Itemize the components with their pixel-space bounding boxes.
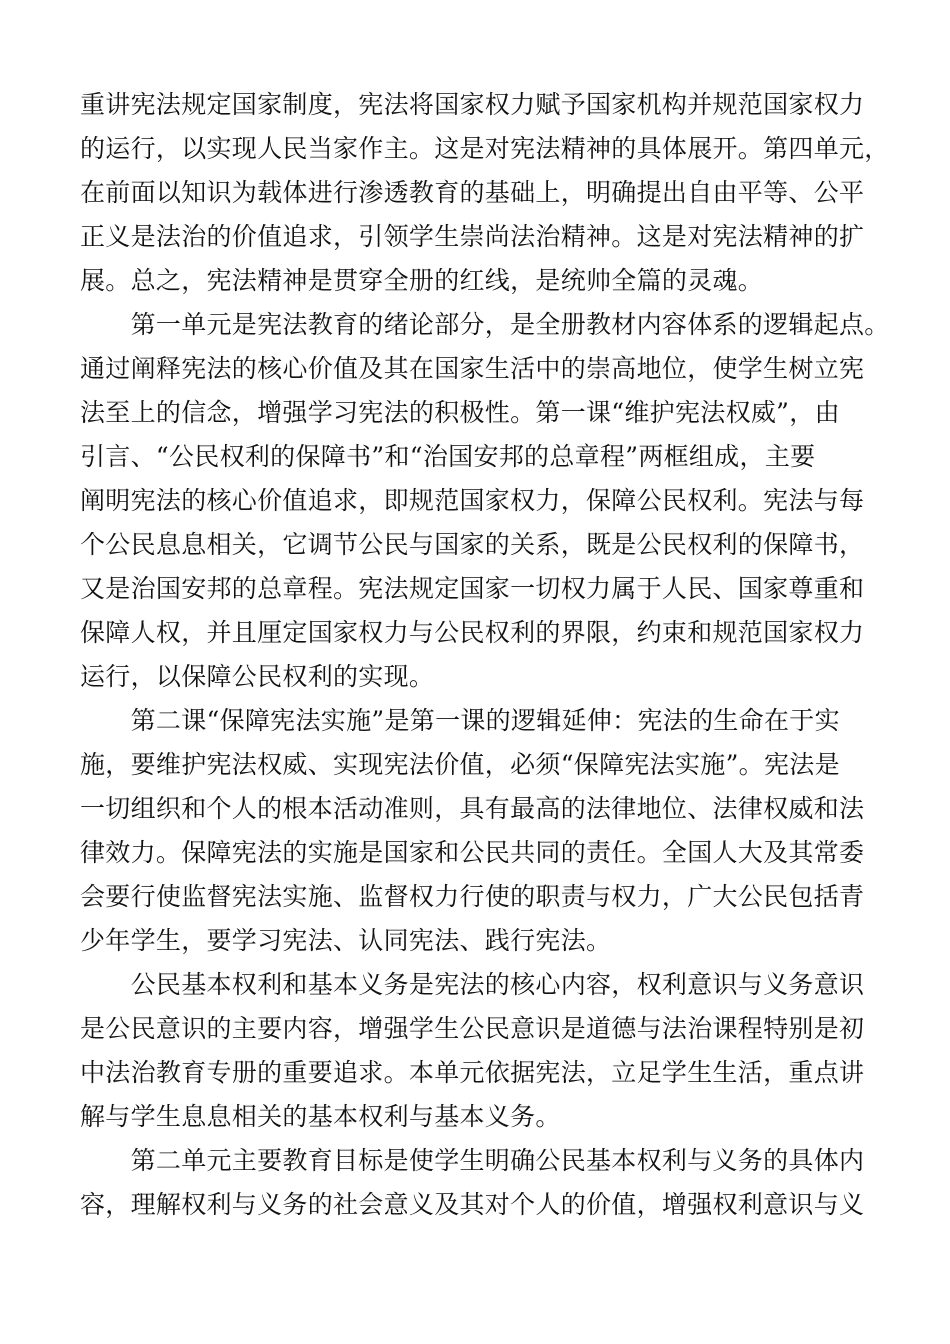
text-line: 法至上的信念，增强学习宪法的积极性。第一课“维护宪法权威”，由 <box>80 398 840 427</box>
text-line: 少年学生，要学习宪法、认同宪法、践行宪法。 <box>80 926 612 955</box>
text-line: 律效力。保障宪法的实施是国家和公民共同的责任。全国人大及其常委 <box>80 838 865 867</box>
text-line: 第二课“保障宪法实施”是第一课的逻辑延伸：宪法的生命在于实 <box>80 706 840 735</box>
text-line: 正义是法治的价值追求，引领学生崇尚法治精神。这是对宪法精神的扩 <box>80 222 865 251</box>
text-line: 个公民息息相关，它调节公民与国家的关系，既是公民权利的保障书， <box>80 530 865 559</box>
text-line: 一切组织和个人的根本活动准则，具有最高的法律地位、法律权威和法 <box>80 794 865 823</box>
text-line: 会要行使监督宪法实施、监督权力行使的职责与权力，广大公民包括青 <box>80 882 865 911</box>
text-line: 运行，以保障公民权利的实现。 <box>80 662 435 691</box>
text-line: 施，要维护宪法权威、实现宪法价值，必须“保障宪法实施”。宪法是 <box>80 750 840 779</box>
text-line: 重讲宪法规定国家制度，宪法将国家权力赋予国家机构并规范国家权力 <box>80 90 865 119</box>
text-line: 第二单元主要教育目标是使学生明确公民基本权利与义务的具体内 <box>80 1146 865 1175</box>
text-line: 又是治国安邦的总章程。宪法规定国家一切权力属于人民、国家尊重和 <box>80 574 865 603</box>
document-page <box>80 83 890 1227</box>
text-line: 是公民意识的主要内容，增强学生公民意识是道德与法治课程特别是初 <box>80 1014 865 1043</box>
text-line: 展。总之，宪法精神是贯穿全册的红线，是统帅全篇的灵魂。 <box>80 266 764 295</box>
text-line: 在前面以知识为载体进行渗透教育的基础上，明确提出自由平等、公平 <box>80 178 865 207</box>
text-line: 解与学生息息相关的基本权利与基本义务。 <box>80 1102 561 1131</box>
text-line: 中法治教育专册的重要追求。本单元依据宪法，立足学生生活，重点讲 <box>80 1058 865 1087</box>
text-line: 第一单元是宪法教育的绪论部分，是全册教材内容体系的逻辑起点。 <box>80 310 890 339</box>
text-line: 通过阐释宪法的核心价值及其在国家生活中的崇高地位，使学生树立宪 <box>80 354 865 383</box>
text-line: 保障人权，并且厘定国家权力与公民权利的界限，约束和规范国家权力 <box>80 618 865 647</box>
text-line: 容，理解权利与义务的社会意义及其对个人的价值，增强权利意识与义 <box>80 1190 865 1219</box>
text-line: 阐明宪法的核心价值追求，即规范国家权力，保障公民权利。宪法与每 <box>80 486 865 515</box>
text-line: 公民基本权利和基本义务是宪法的核心内容，权利意识与义务意识 <box>80 970 865 999</box>
text-line: 的运行，以实现人民当家作主。这是对宪法精神的具体展开。第四单元， <box>80 134 890 163</box>
text-line: 引言、“公民权利的保障书”和“治国安邦的总章程”两框组成，主要 <box>80 442 816 471</box>
